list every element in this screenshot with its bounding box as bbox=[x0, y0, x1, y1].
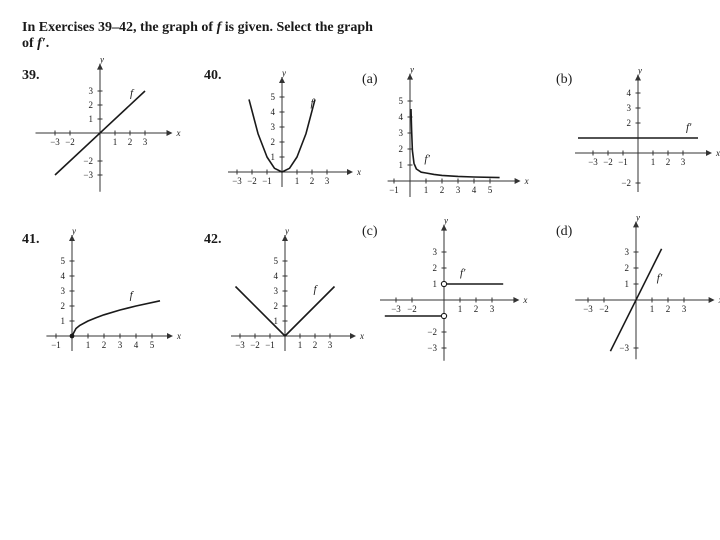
x-tick-label: −3 bbox=[588, 157, 598, 167]
y-tick-label: 4 bbox=[270, 107, 275, 117]
y-tick-label: −3 bbox=[83, 170, 93, 180]
y-tick-label: 4 bbox=[626, 88, 631, 98]
x-axis-arrow bbox=[709, 297, 715, 303]
option-b-label: (b) bbox=[556, 72, 573, 87]
y-tick-label: 1 bbox=[270, 152, 275, 162]
instruction-text: is given. Select the graph bbox=[221, 20, 373, 35]
x-tick-label: −3 bbox=[391, 304, 401, 314]
y-tick-label: −2 bbox=[83, 156, 93, 166]
x-tick-label: −1 bbox=[262, 176, 272, 186]
curve-label: f bbox=[129, 289, 133, 302]
x-tick-label: 3 bbox=[117, 340, 123, 350]
curve-label: f′ bbox=[686, 121, 692, 134]
x-tick-label: 3 bbox=[324, 176, 330, 186]
y-tick-label: 1 bbox=[273, 316, 278, 326]
x-tick-label: 5 bbox=[487, 185, 493, 195]
x-axis-arrow bbox=[350, 333, 356, 339]
x-tick-label: 3 bbox=[681, 304, 687, 314]
instruction-text: . bbox=[45, 36, 50, 51]
x-tick-label: −2 bbox=[250, 340, 260, 350]
graph-40 bbox=[222, 66, 364, 202]
y-tick-label: 3 bbox=[273, 286, 278, 296]
y-tick-label: 3 bbox=[432, 247, 437, 257]
y-tick-label: 3 bbox=[398, 128, 403, 138]
y-tick-label: 2 bbox=[398, 144, 403, 154]
x-tick-label: 1 bbox=[294, 176, 300, 186]
x-tick-label: 4 bbox=[471, 185, 477, 195]
y-axis-label: y bbox=[100, 54, 104, 65]
y-tick-label: 5 bbox=[273, 256, 278, 266]
graph-a bbox=[368, 64, 529, 208]
y-tick-label: 1 bbox=[432, 279, 437, 289]
exercise-instructions bbox=[22, 20, 382, 52]
x-tick-label: 1 bbox=[423, 185, 429, 195]
x-tick-label: 2 bbox=[473, 304, 479, 314]
y-tick-label: 1 bbox=[88, 114, 93, 124]
curve-label: f′ bbox=[460, 267, 466, 279]
x-tick-label: −3 bbox=[235, 340, 245, 350]
y-axis-label: y bbox=[638, 65, 642, 76]
y-tick-label: 5 bbox=[60, 256, 65, 266]
curve-label: f′ bbox=[424, 152, 430, 165]
y-axis-label: y bbox=[444, 215, 448, 226]
curve bbox=[411, 109, 500, 178]
open-point bbox=[441, 313, 446, 318]
y-tick-label: 2 bbox=[626, 118, 631, 128]
instruction-f: f bbox=[216, 20, 222, 35]
y-tick-label: 3 bbox=[624, 247, 629, 257]
y-tick-label: 3 bbox=[60, 286, 65, 296]
y-tick-label: 5 bbox=[270, 92, 275, 102]
x-tick-label: −1 bbox=[389, 185, 399, 195]
y-tick-label: 4 bbox=[398, 112, 403, 122]
curve-label: f bbox=[310, 97, 314, 109]
x-tick-label: 2 bbox=[665, 157, 671, 167]
y-tick-label: 2 bbox=[60, 301, 65, 311]
x-tick-label: −3 bbox=[583, 304, 593, 314]
graph-d bbox=[576, 212, 716, 358]
x-axis-label: x bbox=[716, 148, 720, 158]
x-axis-label: x bbox=[360, 331, 364, 341]
x-tick-label: 4 bbox=[133, 340, 139, 350]
x-axis-label: x bbox=[357, 167, 361, 177]
y-tick-label: 3 bbox=[88, 86, 93, 96]
x-tick-label: −1 bbox=[51, 340, 61, 350]
y-axis-label: y bbox=[636, 212, 640, 223]
y-tick-label: 3 bbox=[270, 122, 275, 132]
y-axis-label: y bbox=[285, 226, 289, 236]
x-tick-label: 2 bbox=[312, 340, 318, 350]
x-tick-label: 2 bbox=[101, 340, 107, 350]
x-tick-label: 3 bbox=[142, 137, 148, 147]
y-tick-label: −3 bbox=[619, 343, 629, 353]
y-axis-label: y bbox=[72, 226, 76, 236]
x-tick-label: −2 bbox=[65, 137, 75, 147]
x-axis-arrow bbox=[167, 130, 173, 136]
graph-42 bbox=[222, 228, 364, 358]
x-axis-arrow bbox=[167, 333, 173, 339]
instruction-text: of bbox=[22, 36, 38, 51]
x-tick-label: 1 bbox=[650, 157, 656, 167]
y-tick-label: 2 bbox=[432, 263, 437, 273]
instruction-text: In Exercises 39–42, the graph of bbox=[22, 20, 217, 35]
curve-label: f′ bbox=[656, 271, 663, 284]
graph-b bbox=[566, 65, 720, 208]
y-axis-label: y bbox=[282, 68, 286, 78]
x-tick-label: 2 bbox=[665, 304, 671, 314]
x-axis-label: x bbox=[524, 176, 529, 186]
x-axis-label: x bbox=[177, 331, 181, 341]
y-tick-label: −2 bbox=[427, 327, 437, 337]
x-tick-label: 2 bbox=[127, 137, 133, 147]
x-axis-arrow bbox=[347, 169, 353, 175]
instruction-fprime: f′ bbox=[37, 36, 46, 51]
x-tick-label: 3 bbox=[680, 157, 686, 167]
x-tick-label: 2 bbox=[439, 185, 445, 195]
y-axis-label: y bbox=[410, 64, 414, 75]
graph-39 bbox=[28, 54, 181, 202]
x-tick-label: −1 bbox=[618, 157, 628, 167]
x-tick-label: 2 bbox=[309, 176, 315, 186]
x-tick-label: 1 bbox=[85, 340, 91, 350]
y-tick-label: 2 bbox=[88, 100, 93, 110]
y-tick-label: −2 bbox=[621, 178, 631, 188]
y-tick-label: 1 bbox=[624, 279, 629, 289]
x-tick-label: 1 bbox=[297, 340, 303, 350]
exercise-40-label: 40. bbox=[204, 68, 222, 83]
x-tick-label: −3 bbox=[50, 137, 60, 147]
y-tick-label: 1 bbox=[398, 160, 403, 170]
x-tick-label: 1 bbox=[112, 137, 118, 147]
x-tick-label: −3 bbox=[232, 176, 242, 186]
y-tick-label: 3 bbox=[626, 103, 631, 113]
open-point bbox=[441, 281, 446, 286]
graph-41 bbox=[30, 226, 181, 358]
x-tick-label: −1 bbox=[265, 340, 275, 350]
curve-label: f bbox=[130, 87, 134, 100]
y-tick-label: 2 bbox=[270, 137, 275, 147]
y-tick-label: 1 bbox=[60, 316, 65, 326]
x-tick-label: −2 bbox=[247, 176, 257, 186]
exercise-41-label: 41. bbox=[22, 232, 40, 247]
option-c-label: (c) bbox=[362, 224, 378, 239]
y-tick-label: 5 bbox=[398, 96, 403, 106]
x-tick-label: 5 bbox=[149, 340, 155, 350]
x-axis-arrow bbox=[513, 297, 519, 303]
closed-point bbox=[70, 334, 75, 339]
y-tick-label: 4 bbox=[60, 271, 65, 281]
x-axis-arrow bbox=[515, 178, 521, 184]
x-tick-label: −2 bbox=[603, 157, 613, 167]
exercise-39-label: 39. bbox=[22, 68, 40, 83]
x-tick-label: 3 bbox=[455, 185, 461, 195]
y-tick-label: 4 bbox=[273, 271, 278, 281]
x-tick-label: 3 bbox=[327, 340, 333, 350]
curve bbox=[72, 301, 160, 336]
exercise-42-label: 42. bbox=[204, 232, 222, 247]
x-tick-label: 3 bbox=[489, 304, 495, 314]
x-axis-label: x bbox=[523, 295, 528, 305]
x-tick-label: 1 bbox=[649, 304, 655, 314]
x-tick-label: −2 bbox=[407, 304, 417, 314]
x-axis-arrow bbox=[706, 150, 712, 156]
x-tick-label: −2 bbox=[599, 304, 609, 314]
x-tick-label: 1 bbox=[457, 304, 463, 314]
option-d-label: (d) bbox=[556, 224, 573, 239]
curve-label: f bbox=[313, 283, 317, 296]
graph-c bbox=[380, 215, 528, 358]
x-axis-label: x bbox=[176, 128, 181, 138]
option-a-label: (a) bbox=[362, 72, 378, 87]
y-tick-label: 2 bbox=[624, 263, 629, 273]
y-tick-label: 2 bbox=[273, 301, 278, 311]
y-tick-label: −3 bbox=[427, 343, 437, 353]
